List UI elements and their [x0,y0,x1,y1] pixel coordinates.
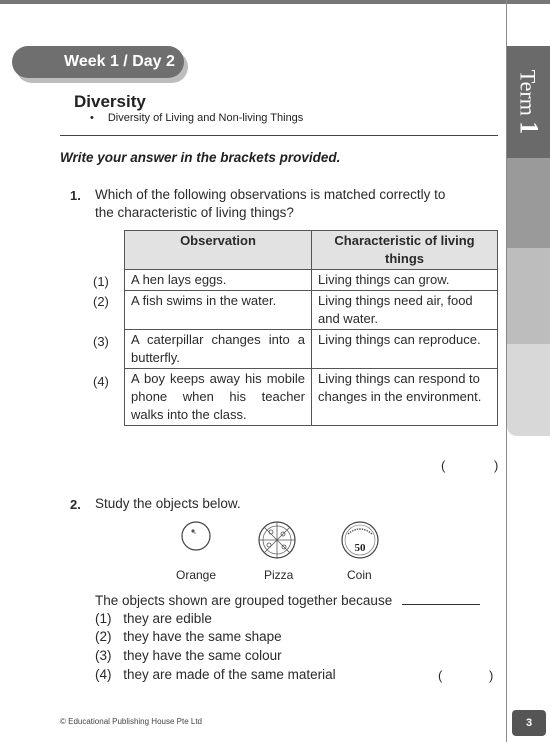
table-row [125,369,498,426]
characteristic-cell: Living things can grow. [312,270,498,291]
coin-icon [340,520,380,560]
q2-stem-text: The objects shown are grouped together because [95,593,393,608]
week-day-label: Week 1 / Day 2 [64,53,175,70]
characteristic-cell: Living things can reproduce. [312,330,498,369]
q1-answer-open: ( [441,458,446,473]
q1-text-line2: the characteristic of living things? [95,205,294,220]
q1-number: 1. [70,188,81,203]
answer-blank [402,594,480,605]
characteristic-cell: Living things can respond to changes in the environment. [312,369,498,426]
page-number: 3 [512,710,546,736]
section-tab-2 [507,158,550,248]
observation-cell: A boy keeps away his mobile phone when his teacher walks into the class. [125,369,312,426]
q1-option-1: (1) [93,274,109,289]
term-number: 1 [514,121,544,135]
instruction: Write your answer in the brackets provided. [60,150,341,165]
section-tab-4 [507,344,550,436]
table-header-row [125,231,498,270]
observation-table [124,230,498,426]
bullet-icon: • [90,112,94,124]
q2-option-num: (2) [95,629,112,644]
q2-option-num: (4) [95,667,112,682]
q1-text-line1: Which of the following observations is matched correctly to [95,187,446,202]
orange-icon [180,520,212,552]
q2-option-num: (3) [95,648,112,663]
q2-option-3 [95,648,282,663]
section-tab-3 [507,248,550,344]
q2-number: 2. [70,497,81,512]
q1-answer-close: ) [494,458,499,473]
q2-answer-close: ) [489,668,494,683]
term-label: Term [515,69,541,116]
subtopic-text: Diversity of Living and Non-living Things [107,112,304,124]
q2-option-1 [95,611,212,626]
q2-answer-open: ( [438,668,443,683]
top-border [0,0,550,4]
observation-cell: A hen lays eggs. [125,270,312,291]
q1-option-4: (4) [93,374,109,389]
q1-option-3: (3) [93,334,109,349]
header-characteristic: Characteristic of living things [312,231,498,270]
page-title: Diversity [74,92,146,111]
pizza-icon [257,520,297,560]
coin-value: 50 [354,542,366,554]
q1-option-2: (2) [93,294,109,309]
header-observation: Observation [125,231,312,270]
copyright: © Educational Publishing House Pte Ltd [60,717,202,726]
table-row [125,270,498,291]
q2-option-num: (1) [95,611,112,626]
observation-cell: A fish swims in the water. [125,291,312,330]
object-label-pizza: Pizza [264,568,294,582]
table-row [125,291,498,330]
q2-option-text: they are made of the same material [123,667,336,682]
characteristic-cell: Living things need air, food and water. [312,291,498,330]
q2-option-2 [95,629,282,644]
table-row [125,330,498,369]
object-label-orange: Orange [176,568,217,582]
q2-option-4 [95,667,336,682]
q2-stem [95,593,480,608]
q2-option-text: they are edible [123,611,212,626]
week-day-badge [12,46,184,78]
header-divider [60,135,498,136]
observation-cell: A caterpillar changes into a butterfly. [125,330,312,369]
subtopic [90,112,303,124]
term-tab [507,46,550,158]
q2-option-text: they have the same shape [123,629,282,644]
object-label-coin: Coin [347,568,372,582]
q2-text: Study the objects below. [95,496,241,511]
q2-option-text: they have the same colour [123,648,282,663]
